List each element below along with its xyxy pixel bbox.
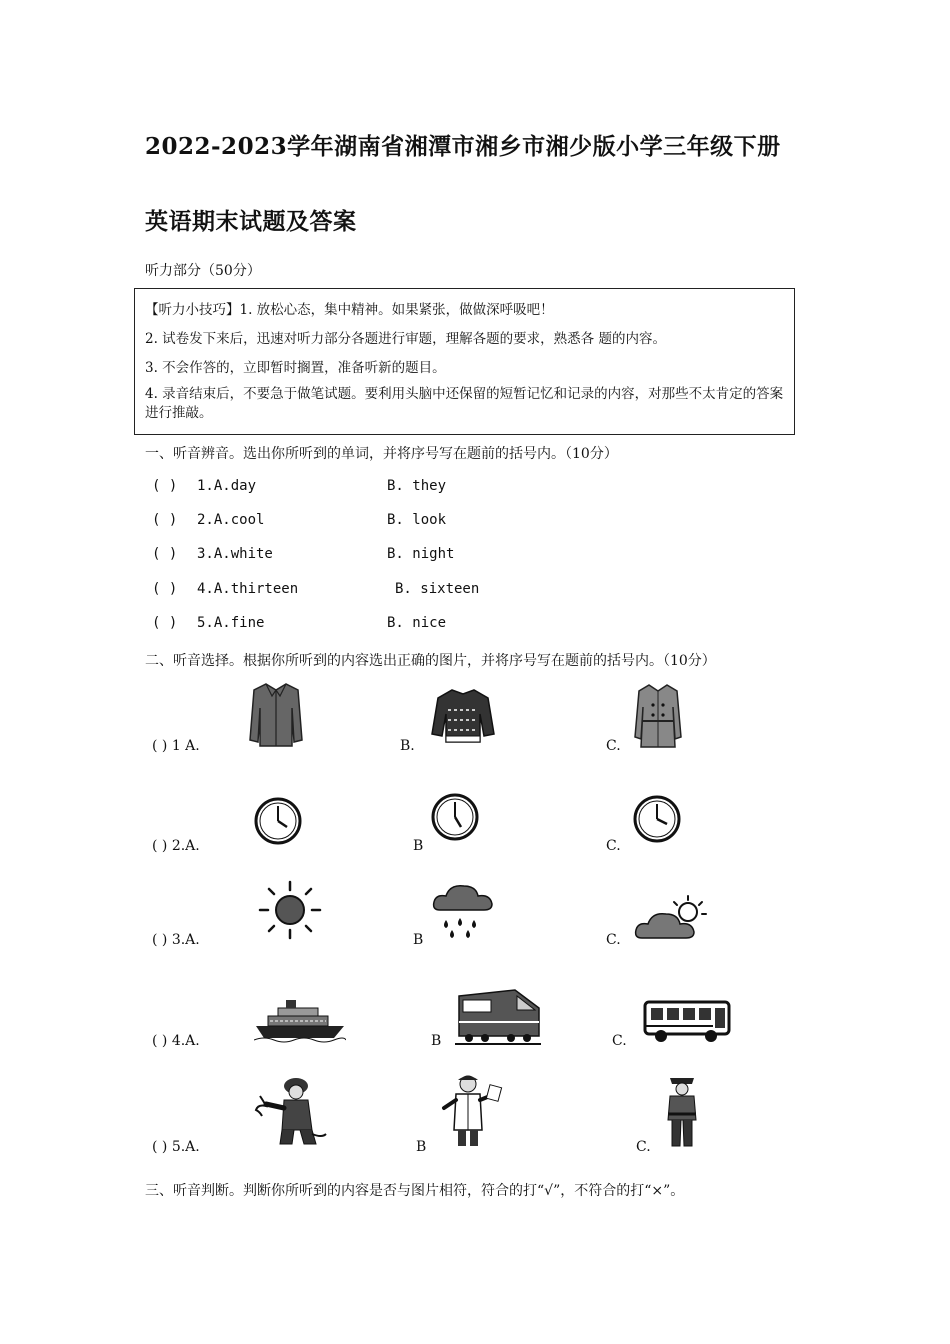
tip-2: 2. 试卷发下来后，迅速对听力部分各题进行审题，理解各题的要求，熟悉各 题的内容。	[145, 331, 666, 347]
answer-blank[interactable]: ( )	[152, 478, 178, 494]
clock-4-icon[interactable]	[253, 796, 303, 846]
answer-blank[interactable]: ( )	[152, 546, 178, 562]
option-a: 3.A.white	[197, 546, 273, 562]
question-row	[152, 581, 672, 601]
bus-icon[interactable]	[643, 998, 733, 1044]
listening-header: 听力部分（50分）	[145, 263, 261, 279]
option-a: 1.A.day	[197, 478, 257, 494]
train-icon[interactable]	[455, 982, 541, 1046]
option-a: 4.A.thirteen	[197, 581, 299, 597]
q2-row-1-prefix: ( ) 1 A.	[152, 738, 200, 754]
jacket-icon[interactable]	[248, 680, 304, 748]
firefighter-icon[interactable]	[252, 1074, 328, 1148]
q2-row-5-prefix: ( ) 5.A.	[152, 1139, 200, 1155]
sweater-icon[interactable]	[430, 686, 496, 746]
option-b: B. look	[387, 512, 447, 528]
question-row	[152, 546, 672, 566]
answer-blank[interactable]: ( )	[152, 512, 178, 528]
q2-row-3-b: B	[413, 932, 424, 948]
listening-tips-box	[134, 288, 795, 435]
question-row	[152, 512, 672, 532]
question-row	[152, 478, 672, 498]
q2-row-5-c: C.	[636, 1139, 651, 1155]
police-icon[interactable]	[660, 1072, 704, 1148]
option-a: 2.A.cool	[197, 512, 265, 528]
q2-row-4-c: C.	[612, 1033, 627, 1049]
clock-4b-icon[interactable]	[632, 794, 682, 844]
q2-row-1-b: B.	[400, 738, 415, 754]
q2-row-2-c: C.	[606, 838, 621, 854]
option-a: 5.A.fine	[197, 615, 265, 631]
q2-row-3-prefix: ( ) 3.A.	[152, 932, 200, 948]
ship-icon[interactable]	[254, 996, 346, 1044]
option-b: B. they	[387, 478, 447, 494]
q2-row-3-c: C.	[606, 932, 621, 948]
answer-blank[interactable]: ( )	[152, 581, 178, 597]
title-line-2: 英语期末试题及答案	[145, 208, 357, 235]
q2-row-5-b: B	[416, 1139, 427, 1155]
section3-heading: 三、听音判断。判断你所听到的内容是否与图片相符，符合的打“√”，不符合的打“×”。	[145, 1183, 685, 1199]
coat-icon[interactable]	[633, 681, 683, 749]
q2-row-2-prefix: ( ) 2.A.	[152, 838, 200, 854]
q2-row-4-b: B	[431, 1033, 442, 1049]
question-row	[152, 615, 672, 635]
option-b: B. nice	[387, 615, 447, 631]
q2-row-1-c: C.	[606, 738, 621, 754]
answer-blank[interactable]: ( )	[152, 615, 178, 631]
section2-heading: 二、听音选择。根据你所听到的内容选出正确的图片，并将序号写在题前的括号内。（10分）	[145, 653, 716, 669]
option-b: B. night	[387, 546, 455, 562]
title-line-1: 2022-2023学年湖南省湘潭市湘乡市湘少版小学三年级下册	[145, 133, 781, 160]
clock-5-icon[interactable]	[430, 792, 480, 842]
cloud-sun-icon[interactable]	[634, 894, 712, 944]
section1-heading: 一、听音辨音。选出你所听到的单词，并将序号写在题前的括号内。（10分）	[145, 446, 618, 462]
sun-icon[interactable]	[256, 878, 324, 942]
tip-1: 【听力小技巧】1. 放松心态，集中精神。如果紧张，做做深呼吸吧！	[145, 302, 554, 318]
rain-icon[interactable]	[430, 880, 496, 942]
q2-row-2-b: B	[413, 838, 424, 854]
doctor-icon[interactable]	[438, 1072, 504, 1148]
tip-4: 4. 录音结束后，不要急于做笔试题。要利用头脑中还保留的短暂记忆和记录的内容，对那些不太肯定的答案进行推敲。	[145, 386, 784, 421]
option-b: B. sixteen	[395, 581, 480, 597]
tip-3: 3. 不会作答的，立即暂时搁置，准备听新的题目。	[145, 360, 446, 376]
q2-row-4-prefix: ( ) 4.A.	[152, 1033, 200, 1049]
